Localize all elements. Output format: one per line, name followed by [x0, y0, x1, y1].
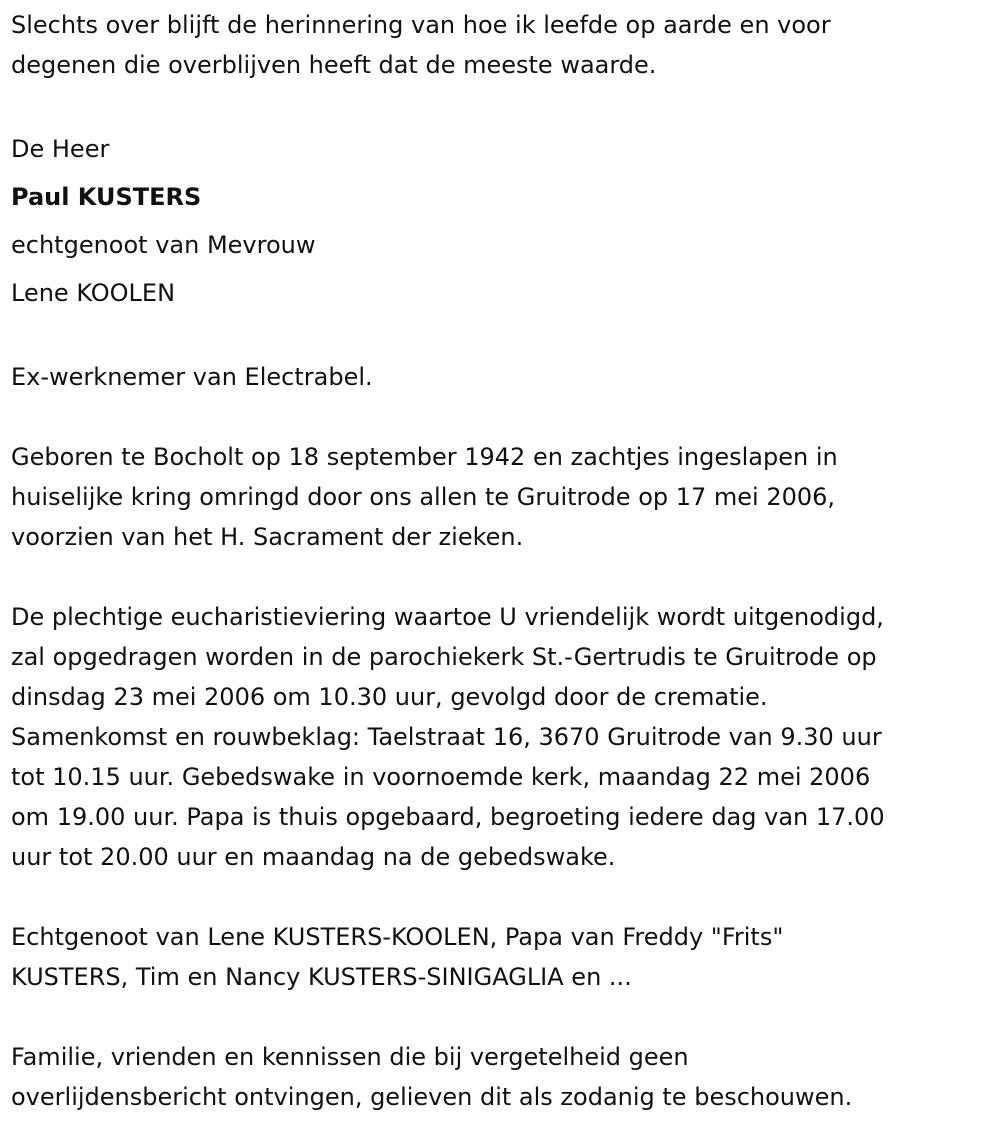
notice-line: Familie, vrienden en kennissen die bij vergetelheid geen	[11, 1043, 689, 1071]
ceremony-line: zal opgedragen worden in de parochiekerk St.-Gertrudis te Gruitrode op	[11, 643, 877, 671]
motto-paragraph	[11, 5, 991, 85]
ceremony-line: dinsdag 23 mei 2006 om 10.30 uur, gevolgd door de crematie.	[11, 683, 768, 711]
title-line: De Heer	[11, 135, 110, 163]
notice-line: overlijdensbericht ontvingen, gelieven dit als zodanig te beschouwen.	[11, 1083, 853, 1111]
birth-death-paragraph	[11, 437, 991, 557]
deceased-name: Paul KUSTERS	[11, 183, 202, 211]
paragraph-gap	[11, 557, 991, 597]
family-line: KUSTERS, Tim en Nancy KUSTERS-SINIGAGLIA en ...	[11, 963, 632, 991]
occupation-line: Ex-werknemer van Electrabel.	[11, 363, 373, 391]
paragraph-gap	[11, 997, 991, 1037]
birth-death-line: Geboren te Bocholt op 18 september 1942 en zachtjes ingeslapen in	[11, 443, 838, 471]
ceremony-line: De plechtige eucharistieviering waartoe U vriendelijk wordt uitgenodigd,	[11, 603, 884, 631]
spouse-name: Lene KOOLEN	[11, 279, 176, 307]
family-paragraph	[11, 917, 991, 997]
motto-line: degenen die overblijven heeft dat de meeste waarde.	[11, 51, 657, 79]
family-line: Echtgenoot van Lene KUSTERS-KOOLEN, Papa van Freddy "Frits"	[11, 923, 784, 951]
obituary-document	[11, 5, 991, 1117]
ceremony-line: Samenkomst en rouwbeklag: Taelstraat 16, 3670 Gruitrode van 9.30 uur	[11, 723, 882, 751]
motto-line: Slechts over blijft de herinnering van hoe ik leefde op aarde en voor	[11, 11, 831, 39]
paragraph-gap	[11, 317, 991, 357]
birth-death-line: voorzien van het H. Sacrament der zieken.	[11, 523, 524, 551]
notice-paragraph	[11, 1037, 991, 1117]
ceremony-paragraph	[11, 597, 991, 877]
paragraph-gap	[11, 397, 991, 437]
deceased-header	[11, 125, 991, 317]
occupation-paragraph	[11, 357, 991, 397]
spouse-line: echtgenoot van Mevrouw	[11, 231, 316, 259]
paragraph-gap	[11, 85, 991, 125]
ceremony-line: tot 10.15 uur. Gebedswake in voornoemde kerk, maandag 22 mei 2006	[11, 763, 871, 791]
ceremony-line: uur tot 20.00 uur en maandag na de gebedswake.	[11, 843, 616, 871]
paragraph-gap	[11, 877, 991, 917]
ceremony-line: om 19.00 uur. Papa is thuis opgebaard, begroeting iedere dag van 17.00	[11, 803, 885, 831]
birth-death-line: huiselijke kring omringd door ons allen te Gruitrode op 17 mei 2006,	[11, 483, 836, 511]
